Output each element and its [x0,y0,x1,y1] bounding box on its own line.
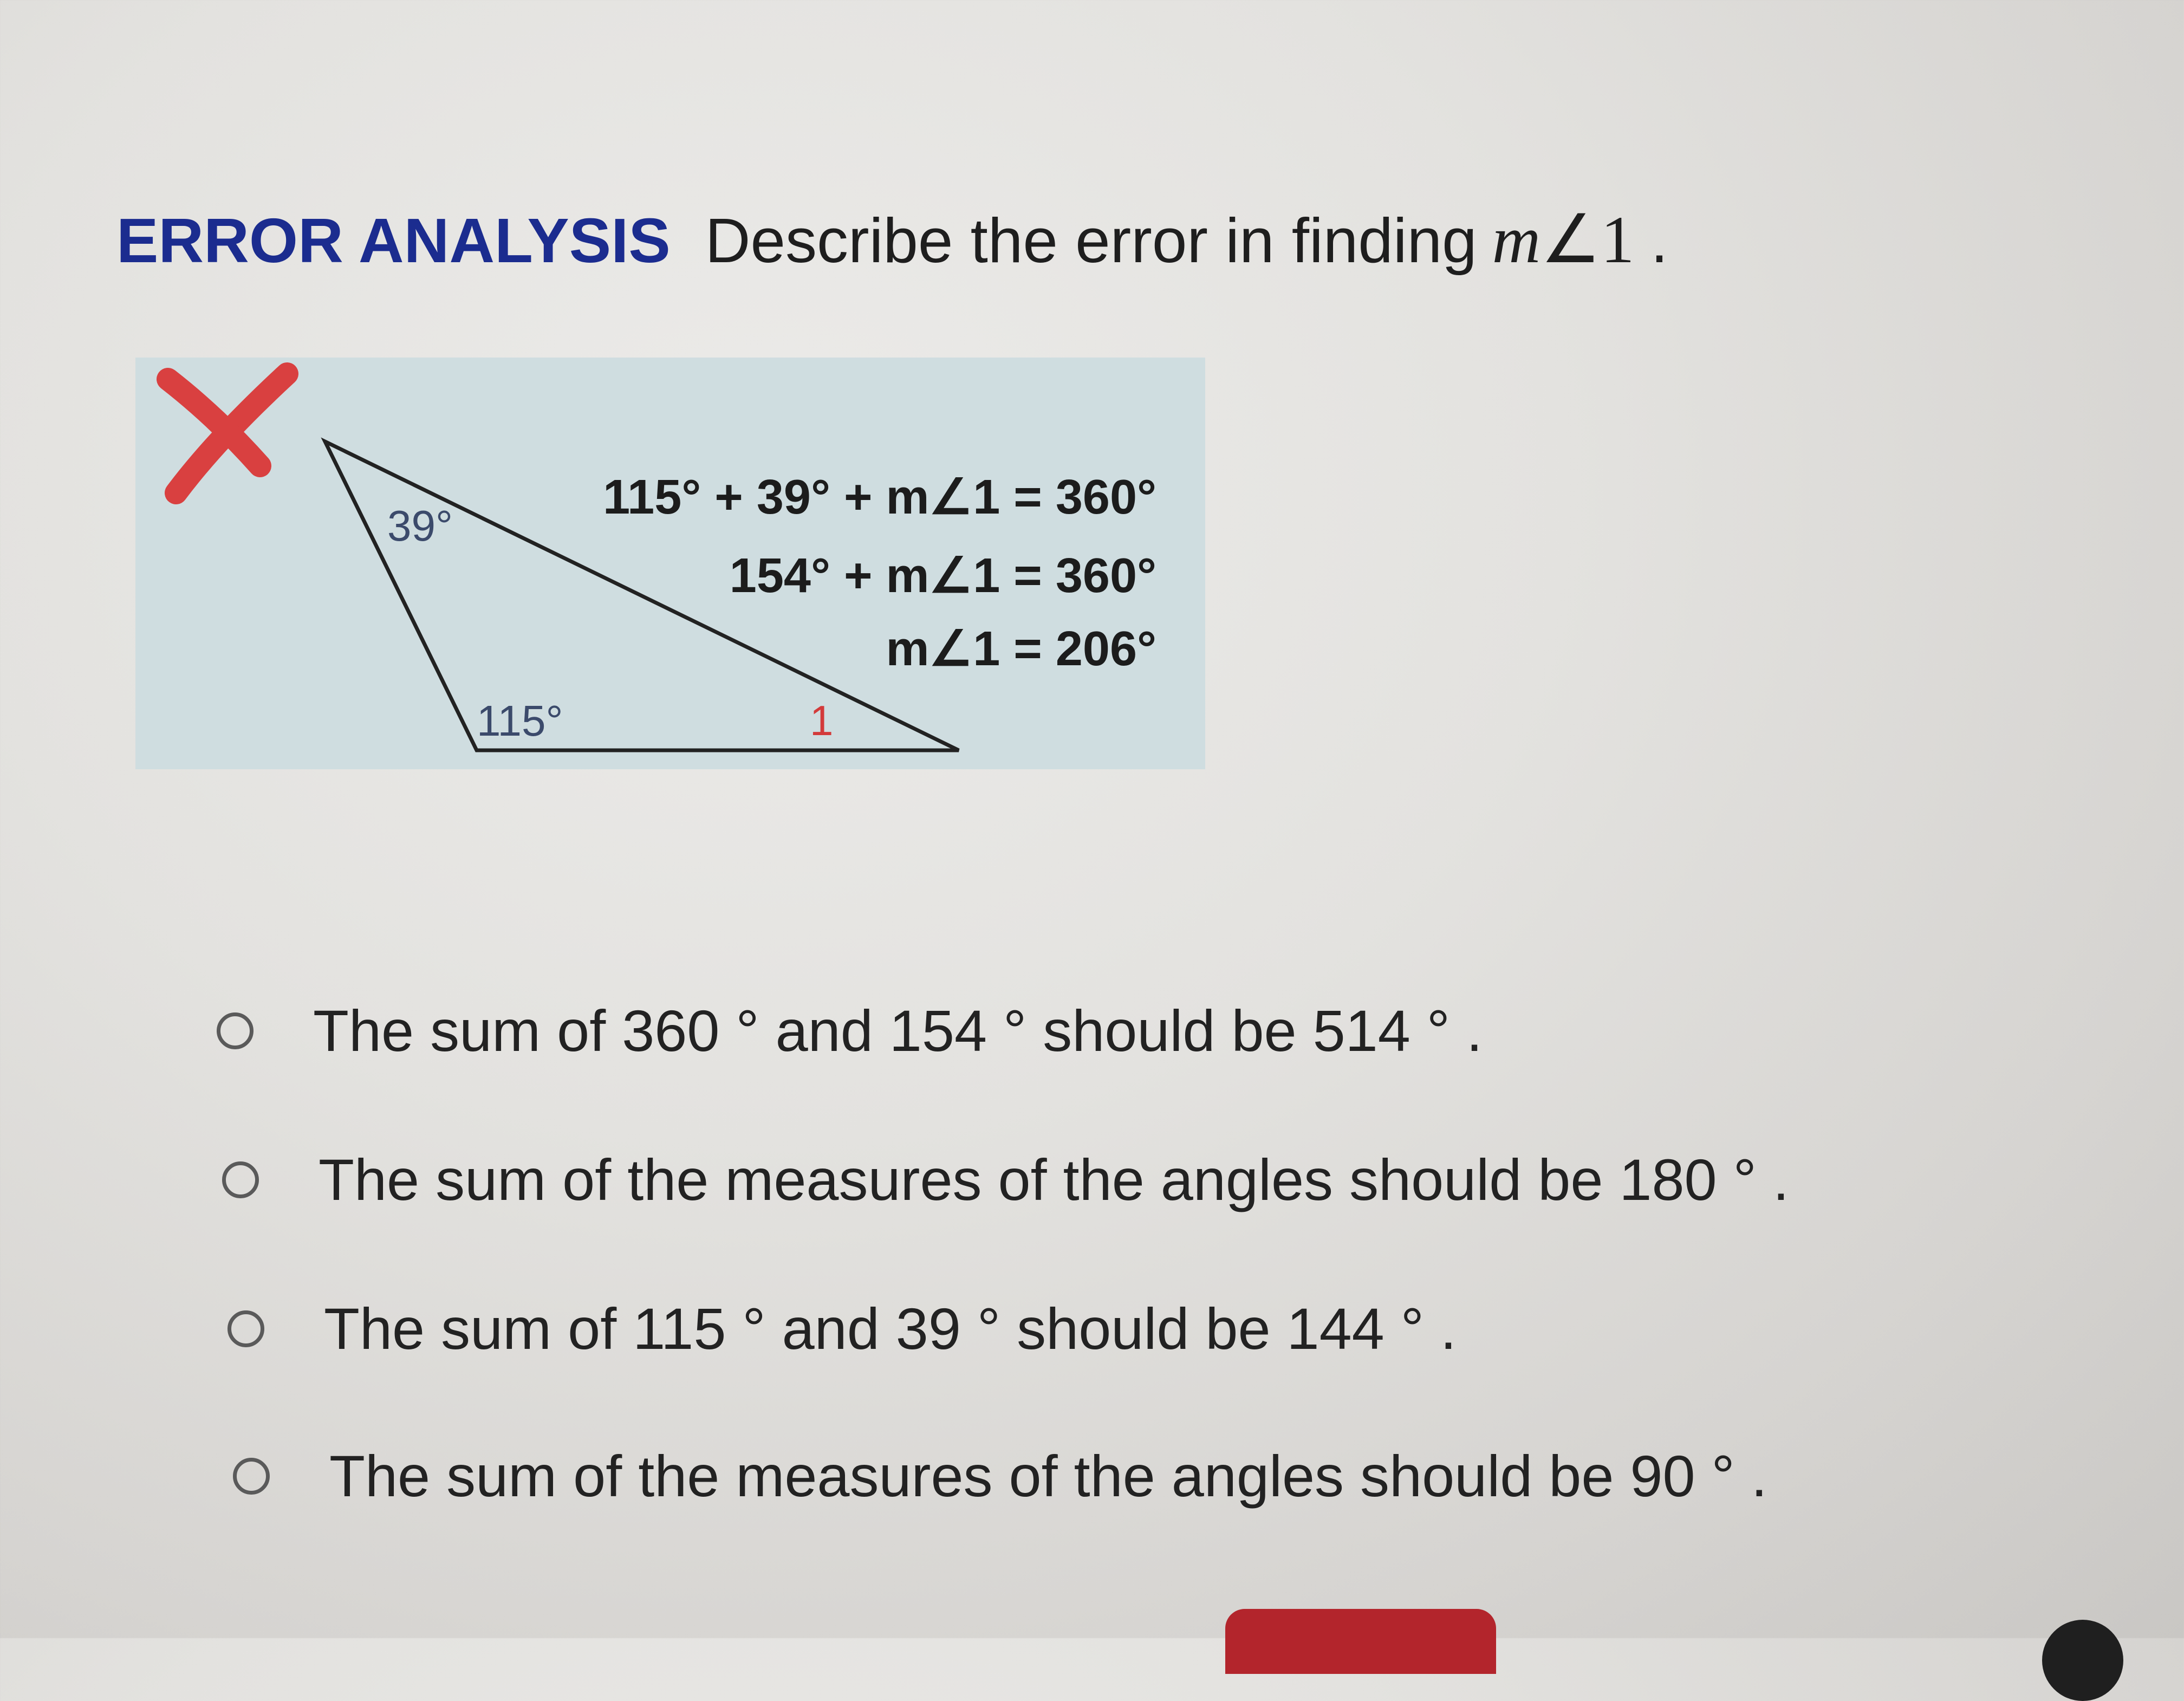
error-figure [135,358,1205,769]
prompt-text: Describe the error in finding [705,205,1477,276]
answer-option[interactable] [233,1442,1767,1510]
option-text: The sum of 115 ° and 39 ° should be 144 ° . [324,1296,1457,1361]
answer-option[interactable] [222,1146,1789,1213]
answer-option[interactable] [217,997,1483,1064]
math-variable: m [1492,203,1541,277]
angle-39-label: 39° [387,502,453,550]
question-prompt [116,200,1668,278]
work-line-1: 115° + 39° + m∠1 = 360° [603,470,1156,524]
corner-control[interactable] [2042,1620,2123,1701]
radio-button[interactable] [217,1012,253,1049]
option-text: The sum of 360 ° and 154 ° should be 514 ° . [313,998,1483,1063]
prompt-math [1492,200,1635,278]
radio-button[interactable] [233,1458,270,1495]
work-line-3: m∠1 = 206° [886,622,1156,676]
option-text: The sum of the measures of the angles should be 180 ° . [318,1147,1789,1212]
option-text: The sum of the measures of the angles should be 90 ° . [329,1443,1767,1509]
answer-option[interactable] [227,1295,1457,1362]
error-analysis-label: ERROR ANALYSIS [116,205,671,276]
math-angle: ∠1 [1540,203,1635,277]
angle-115-label: 115° [477,697,563,745]
radio-button[interactable] [227,1310,264,1347]
radio-button[interactable] [222,1161,259,1198]
work-line-2: 154° + m∠1 = 360° [729,549,1156,603]
angle-1-label: 1 [810,697,834,744]
submit-button[interactable] [1225,1609,1496,1674]
prompt-period: . [1650,205,1668,276]
red-x-icon [168,374,287,493]
